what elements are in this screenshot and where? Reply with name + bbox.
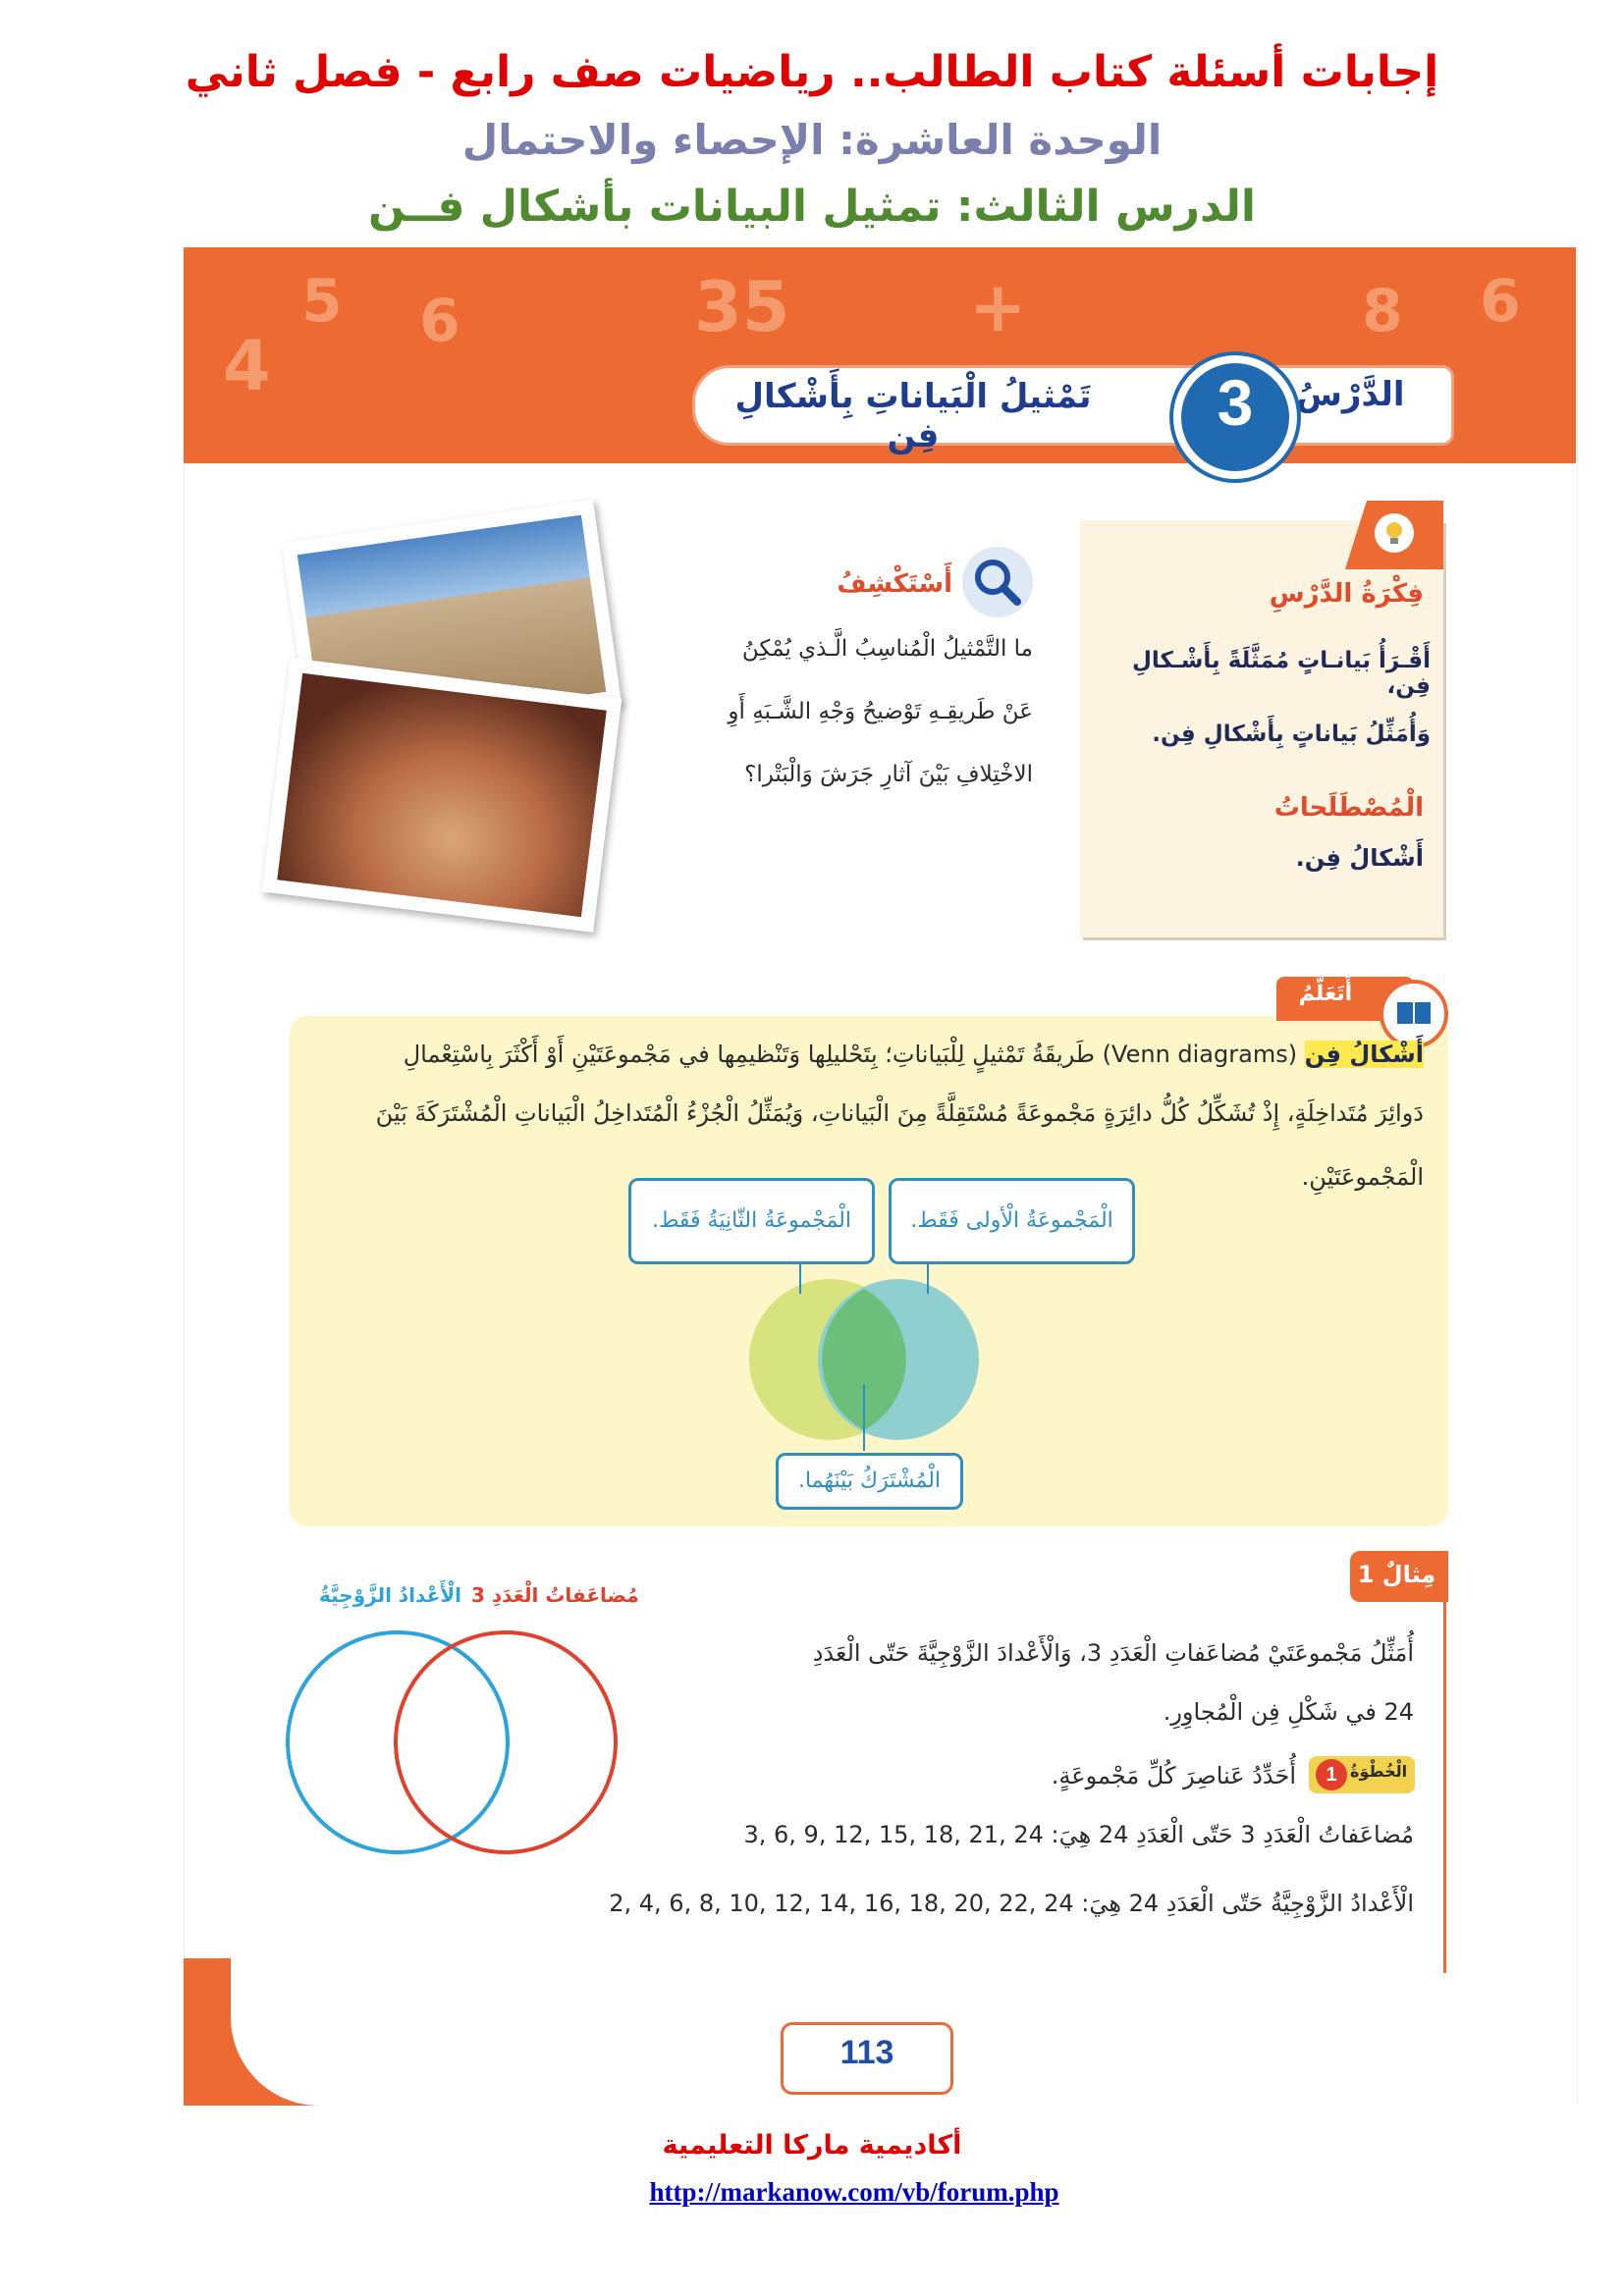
book-icon (1380, 980, 1448, 1048)
step-label: الْخُطْوَةُ (1350, 1762, 1408, 1781)
example-divider (1443, 1600, 1446, 1973)
venn-label-even: الْأَعْدادُ الزَّوْجِيَّةُ (319, 1583, 461, 1607)
example-text-line: أُمَثِّلُ مَجْموعَتَيْ مُضاعَفاتِ الْعَدَدِ 3، وَالْأَعْدادَ الزَّوْجِيَّةَ حَتّى الْعَدَدِ (812, 1639, 1414, 1667)
terms-item: أَشْكالُ فِن. (1295, 844, 1424, 872)
learn-text-line (324, 1041, 1424, 1068)
learn-text-line: الْمَجْموعَتَيْنِ. (1301, 1163, 1424, 1191)
lesson-heading: الدرس الثالث: تمثيل البيانات بأشكال فــن (367, 182, 1257, 232)
header-title: إجابات أسئلة كتاب الطالب.. رياضيات صف رابع - فصل ثاني (185, 47, 1439, 97)
idea-text-line: أَقْـرَأُ بَيانـاتٍ مُمَثَّلَةً بِأَشْـكالِ فِن، (1131, 648, 1431, 699)
step-number: 1 (1316, 1759, 1347, 1790)
petra-photo (262, 658, 623, 933)
learn-text-line: دَوائِرَ مُتَداخِلَةٍ، إِذْ تُشَكِّلُ كُلُّ دائِرَةٍ مَجْموعَةً مُسْتَقِلَّةً مِنَ الْبَياناتِ، وَيُمَثِّلُ الْجُزْءُ الْمُتَداخِلُ الْبَياناتِ الْمُشْتَرَكَةَ بَيْنَ (375, 1099, 1424, 1127)
venn-label-multiples: مُضاعَفاتُ الْعَدَدِ 3 (471, 1583, 639, 1607)
idea-text-line: وَأُمَثِّلُ بَياناتٍ بِأَشْكالِ فِن. (1152, 721, 1431, 747)
example-text-line: 24 في شَكْلِ فِن الْمُجاوِرِ. (1163, 1698, 1414, 1726)
step-text: أُحَدِّدُ عَناصِرَ كُلِّ مَجْموعَةٍ. (1051, 1762, 1296, 1789)
top-banner: 4 5 6 35 + 8 6 (184, 247, 1576, 463)
label-first-set: الْمَجْموعَةُ الْأولى فَقَط. (889, 1178, 1135, 1264)
multiples-list: مُضاعَفاتُ الْعَدَدِ 3 حَتّى الْعَدَدِ 24 هِيَ: 24 ,21 ,18 ,15 ,12 ,9 ,6 ,3 (743, 1821, 1414, 1848)
even-numbers-list: الْأَعْدادُ الزَّوْجِيَّةُ حَتّى الْعَدَدِ 24 هِيَ: 24 ,22 ,20 ,18 ,16 ,14 ,12 ,10 ,8 ,6 ,4 ,2 (609, 1890, 1414, 1917)
label-common: الْمُشْتَرَكُ بَيْنَهُما. (776, 1453, 963, 1510)
explore-text-line: عَنْ طَريقِـهِ تَوْضيحُ وَجْهِ الشَّـبَهِ أَوِ (728, 699, 1033, 724)
lesson-word: الدَّرْسُ (1296, 375, 1405, 414)
lightbulb-icon (1375, 513, 1414, 553)
venn-definition: (Venn diagrams) طَريقَةُ تَمْثيلٍ لِلْبَياناتِ؛ بِتَحْليلِها وَتَنْظيمِها في مَجْموعَتَيْنِ أَوْ أَكْثَرَ بِاسْتِعْمالِ (403, 1041, 1305, 1068)
idea-title: فِكْرَةُ الدَّرْسِ (1269, 579, 1424, 609)
footer-academy: أكاديمية ماركا التعليمية (662, 2130, 962, 2161)
explore-text-line: الاخْتِلافِ بَيْنَ آثارِ جَرَشَ وَالْبَتْرا؟ (744, 762, 1033, 787)
lesson-number: 3 (1217, 366, 1254, 439)
unit-title: الوحدة العاشرة: الإحصاء والاحتمال (461, 116, 1163, 164)
terms-title: الْمُصْطَلَحاتُ (1273, 793, 1424, 823)
lesson-title: تَمْثيلُ الْبَياناتِ بِأَشْكالِ فِن (734, 377, 1092, 455)
label-second-set: الْمَجْموعَةُ الثّانِيَةُ فَقَط. (628, 1178, 875, 1264)
explore-text-line: ما التَّمْثيلُ الْمُناسِبُ الَّـذي يُمْكِنُ (741, 636, 1033, 662)
page-number: 113 (839, 2034, 894, 2071)
learn-label: أَتَعَلَّمُ (1298, 982, 1353, 1006)
venn-term: أَشْكالُ فِن (1304, 1041, 1424, 1068)
magnifier-icon (962, 547, 1033, 617)
example-label: مِثالٌ 1 (1357, 1561, 1436, 1588)
explore-title: أَسْتَكْشِفُ (837, 569, 952, 599)
footer-link[interactable]: http://markanow.com/vb/forum.php (649, 2177, 1059, 2207)
